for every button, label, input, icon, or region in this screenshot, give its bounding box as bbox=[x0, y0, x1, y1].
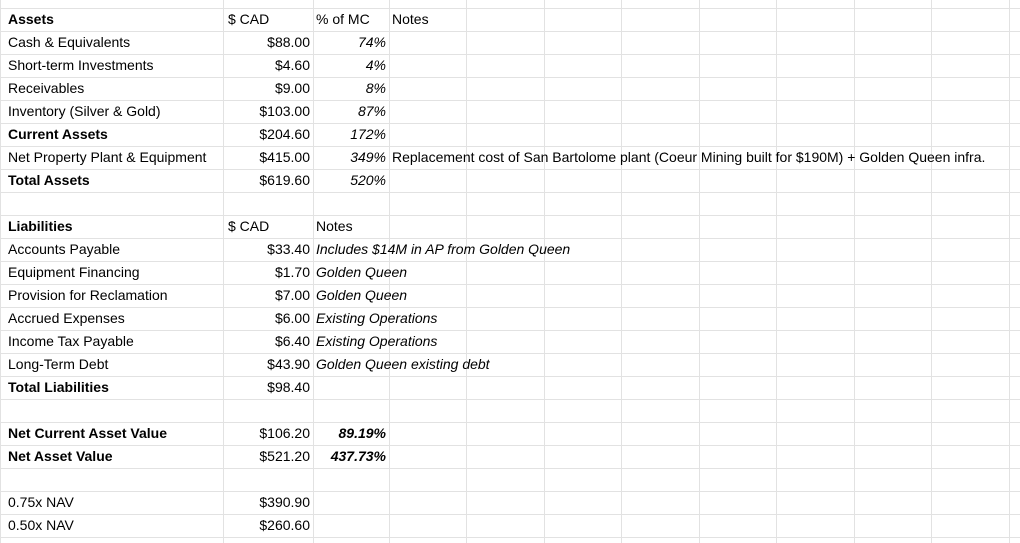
asset-row-label[interactable]: Net Property Plant & Equipment bbox=[8, 149, 207, 165]
asset-row-label[interactable]: Cash & Equivalents bbox=[8, 34, 131, 50]
asset-row-label[interactable]: Receivables bbox=[8, 80, 85, 96]
nav-value[interactable]: $521.20 bbox=[259, 448, 310, 464]
total-liabilities-value[interactable]: $98.40 bbox=[267, 379, 310, 395]
total-assets-label[interactable]: Total Assets bbox=[8, 172, 90, 188]
total-liabilities-label[interactable]: Total Liabilities bbox=[8, 379, 109, 395]
asset-row-pct[interactable]: 87% bbox=[357, 103, 386, 119]
assets-notes-header[interactable]: Notes bbox=[392, 11, 429, 27]
liability-row-note[interactable]: Golden Queen bbox=[316, 287, 408, 303]
liabilities-notes-header[interactable]: Notes bbox=[316, 218, 353, 234]
liability-row-label[interactable]: Income Tax Payable bbox=[8, 333, 134, 349]
nav-label[interactable]: Net Asset Value bbox=[8, 448, 113, 464]
total-assets-value[interactable]: $619.60 bbox=[259, 172, 310, 188]
asset-row-pct[interactable]: 349% bbox=[350, 149, 386, 165]
liability-row-note[interactable]: Golden Queen bbox=[316, 264, 408, 280]
liability-row-value[interactable]: $6.00 bbox=[274, 310, 310, 326]
liability-row-label[interactable]: Provision for Reclamation bbox=[8, 287, 168, 303]
current-assets-pct[interactable]: 172% bbox=[350, 126, 386, 142]
current-assets-value[interactable]: $204.60 bbox=[259, 126, 310, 142]
liability-row-value[interactable]: $43.90 bbox=[267, 356, 310, 372]
asset-row-value[interactable]: $103.00 bbox=[259, 103, 310, 119]
ncav-value[interactable]: $106.20 bbox=[259, 425, 310, 441]
asset-row-label[interactable]: Short-term Investments bbox=[8, 57, 154, 73]
asset-row-value[interactable]: $88.00 bbox=[267, 34, 310, 50]
liability-row-label[interactable]: Long-Term Debt bbox=[8, 356, 109, 372]
assets-pct-header[interactable]: % of MC bbox=[316, 11, 370, 27]
liability-row-note[interactable]: Golden Queen existing debt bbox=[316, 356, 490, 372]
asset-row-label[interactable]: Inventory (Silver & Gold) bbox=[8, 103, 161, 119]
asset-row-value[interactable]: $9.00 bbox=[274, 80, 310, 96]
nav-multiple-value[interactable]: $390.90 bbox=[259, 494, 310, 510]
ncav-label[interactable]: Net Current Asset Value bbox=[8, 425, 167, 441]
liability-row-label[interactable]: Accounts Payable bbox=[8, 241, 121, 257]
nav-multiple-label[interactable]: 0.75x NAV bbox=[8, 494, 74, 510]
liability-row-note[interactable]: Existing Operations bbox=[316, 333, 438, 349]
nav-multiple-label[interactable]: 0.50x NAV bbox=[8, 517, 74, 533]
liability-row-value[interactable]: $6.40 bbox=[274, 333, 310, 349]
nav-multiple-value[interactable]: $260.60 bbox=[259, 517, 310, 533]
assets-currency-header[interactable]: $ CAD bbox=[228, 11, 270, 27]
liability-row-value[interactable]: $1.70 bbox=[274, 264, 310, 280]
liability-row-value[interactable]: $7.00 bbox=[274, 287, 310, 303]
liability-row-label[interactable]: Equipment Financing bbox=[8, 264, 140, 280]
asset-row-value[interactable]: $415.00 bbox=[259, 149, 310, 165]
liability-row-label[interactable]: Accrued Expenses bbox=[8, 310, 125, 326]
liabilities-header-label[interactable]: Liabilities bbox=[8, 218, 73, 234]
asset-row-value[interactable]: $4.60 bbox=[274, 57, 310, 73]
asset-row-pct[interactable]: 74% bbox=[357, 34, 386, 50]
liability-row-note[interactable]: Includes $14M in AP from Golden Queen bbox=[316, 241, 571, 257]
current-assets-label[interactable]: Current Assets bbox=[8, 126, 108, 142]
asset-row-note[interactable]: Replacement cost of San Bartolome plant (Coeur Mining built for $190M) + Golden Queen infra. bbox=[392, 149, 986, 165]
assets-header-label[interactable]: Assets bbox=[8, 11, 54, 27]
liability-row-value[interactable]: $33.40 bbox=[267, 241, 310, 257]
nav-pct[interactable]: 437.73% bbox=[330, 448, 386, 464]
total-assets-pct[interactable]: 520% bbox=[350, 172, 386, 188]
asset-row-pct[interactable]: 8% bbox=[365, 80, 386, 96]
liability-row-note[interactable]: Existing Operations bbox=[316, 310, 438, 326]
ncav-pct[interactable]: 89.19% bbox=[338, 425, 386, 441]
asset-row-pct[interactable]: 4% bbox=[365, 57, 386, 73]
liabilities-currency-header[interactable]: $ CAD bbox=[228, 218, 270, 234]
